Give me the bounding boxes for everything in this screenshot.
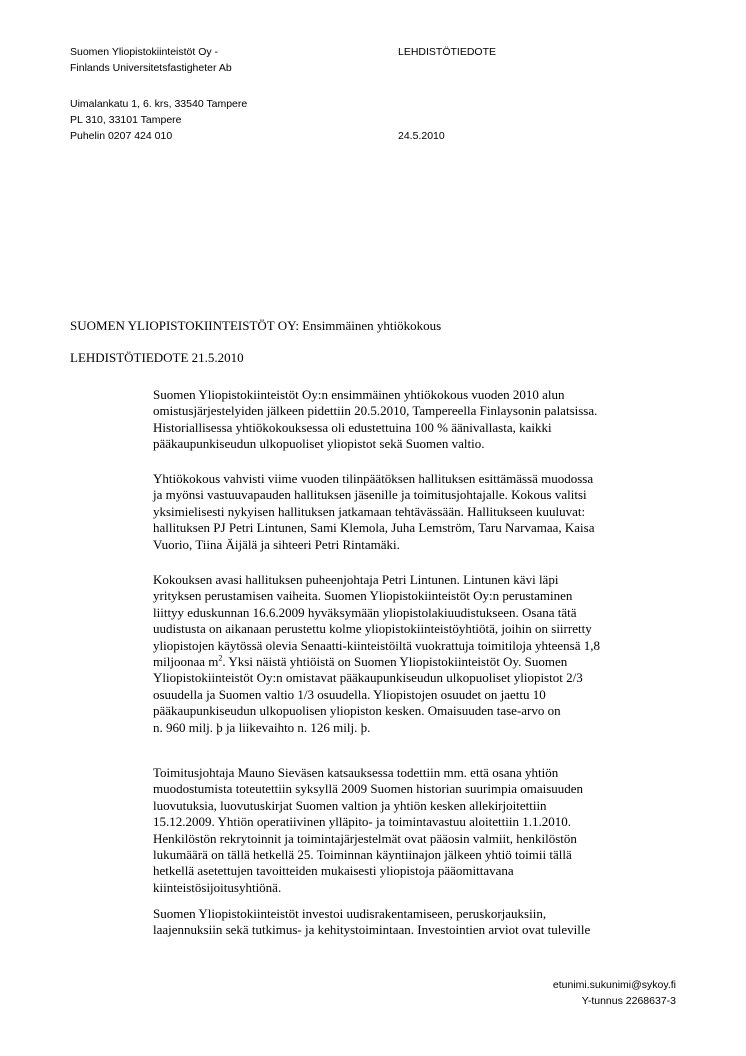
text-line: omistusjärjestelyiden jälkeen pidettiin 20.5.2010, Tampereella Finlaysonin palatsissa. (153, 403, 598, 419)
page-title: SUOMEN YLIOPISTOKIINTEISTÖT OY: Ensimmäinen yhtiökokous (70, 318, 442, 333)
text-line: pääkaupunkiseudun ulkopuolisen yliopiston kesken. Omaisuuden tase-arvo on (153, 703, 561, 719)
po-box: PL 310, 33101 Tampere (70, 114, 182, 126)
document-date: 24.5.2010 (398, 130, 445, 142)
text-line: osuudella ja Suomen valtio 1/3 osuudella. Yliopistojen osuudet on jaettu 10 (153, 686, 546, 702)
text-line: Historiallisessa yhtiökokouksessa oli edustettuina 100 % äänivallasta, kaikki (153, 419, 552, 435)
company-name-sv: Finlands Universitetsfastigheter Ab (70, 62, 232, 74)
text-line: Henkilöstön rekrytoinnit ja toimintajärjestelmät ovat pääosin valmiit, henkilöstön (153, 830, 577, 846)
text-line: liittyy eduskunnan 16.6.2009 hyväksymään yliopistolakiuudistukseen. Osana tätä (153, 604, 577, 620)
paragraph-1 (153, 387, 597, 453)
text-line: Vuorio, Tiina Äijälä ja sihteeri Petri Rintamäki. (153, 536, 400, 552)
text-line: yliopistojen käytössä olevia Senaatti-kiinteistöiltä vuokrattuja toimitiloja yhteensä 1,8 (153, 637, 600, 653)
paragraph-5 (153, 906, 590, 939)
text-line: luovutuksia, luovutuskirjat Suomen valtion ja yhtiön kesken allekirjoitettiin (153, 797, 547, 813)
text-line: hetkellä asetettujen tavoitteiden mukaisesti yliopistoja pääomittavana (153, 863, 514, 879)
text-line: Kokouksen avasi hallituksen puheenjohtaja Petri Lintunen. Lintunen kävi läpi (153, 572, 559, 587)
text-line: Yliopistokiinteistöt Oy:n omistavat pääkaupunkiseudun ulkopuoliset yliopistot 2/3 (153, 670, 583, 686)
contact-address (70, 96, 247, 144)
document-type: LEHDISTÖTIEDOTE (398, 46, 497, 58)
text-line: yrityksen perustamisen vaiheita. Suomen Yliopistokiinteistöt Oy:n perustaminen (153, 588, 573, 604)
text-line-with-superscript (153, 654, 600, 670)
text-line: Toimitusjohtaja Mauno Sieväsen katsauksessa todettiin mm. että osana yhtiön (153, 765, 559, 780)
footer (553, 977, 676, 1009)
paragraph-2 (153, 471, 594, 553)
text-line: laajennuksiin sekä tutkimus- ja kehitystoimintaan. Investointien arviot ovat tuleville (153, 922, 591, 938)
text-line: 15.12.2009. Yhtiön operatiivinen ylläpito- ja toimintavastuu aloitettiin 1.1.2010. (153, 814, 571, 830)
text-line: n. 960 milj. þ ja liikevaihto n. 126 milj. þ. (153, 719, 371, 735)
contact-email: etunimi.sukunimi@sykoy.fi (552, 979, 676, 991)
press-release-subtitle: LEHDISTÖTIEDOTE 21.5.2010 (70, 350, 244, 365)
text-line: pääkaupunkiseudun ulkopuoliset yliopistot sekä Suomen valtio. (153, 436, 485, 452)
text-line: kiinteistösijoitusyhtiönä. (153, 879, 282, 895)
text-line: yksimielisesti nykyisen hallituksen jatkamaan tehtävässään. Hallitukseen kuuluvat: (153, 503, 586, 519)
street-address: Uimalankatu 1, 6. krs, 33540 Tampere (70, 98, 248, 110)
text-line: Yhtiökokous vahvisti viime vuoden tilinpäätöksen hallituksen esittämässä muodossa (153, 471, 594, 486)
text-line: uudistusta on aikanaan perustettu kolme yliopistokiinteistöyhtiötä, joihin on siirretty (153, 621, 592, 637)
company-name-fi: Suomen Yliopistokiinteistöt Oy - (70, 46, 219, 58)
text-line: ja myönsi vastuuvapauden hallituksen jäsenille ja toimitusjohtajalle. Kokous valitsi (153, 487, 587, 503)
text-line: hallituksen PJ Petri Lintunen, Sami Klemola, Juha Lemström, Taru Narvamaa, Kaisa (153, 520, 595, 536)
text-line: muodostumista toteutettiin syksyllä 2009 Suomen historian suurimpia omaisuuden (153, 781, 584, 797)
business-id: Y-tunnus 2268637-3 (581, 995, 676, 1007)
text-line: lukumäärä on tällä hetkellä 25. Toiminnan käyntiinajon jälkeen yhtiö toimii tällä (153, 847, 572, 863)
text-segment: miljoonaa m (153, 654, 219, 670)
paragraph-4 (153, 765, 583, 896)
phone-number: Puhelin 0207 424 010 (70, 130, 173, 142)
company-name (70, 44, 232, 76)
text-line: Suomen Yliopistokiinteistöt Oy:n ensimmäinen yhtiökokous vuoden 2010 alun (153, 387, 565, 402)
text-segment: . Yksi näistä yhtiöistä on Suomen Yliopistokiinteistöt Oy. Suomen (222, 654, 568, 670)
text-line: Suomen Yliopistokiinteistöt investoi uudisrakentamiseen, peruskorjauksiin, (153, 906, 547, 921)
superscript: 2 (218, 653, 223, 663)
paragraph-3 (153, 572, 600, 736)
